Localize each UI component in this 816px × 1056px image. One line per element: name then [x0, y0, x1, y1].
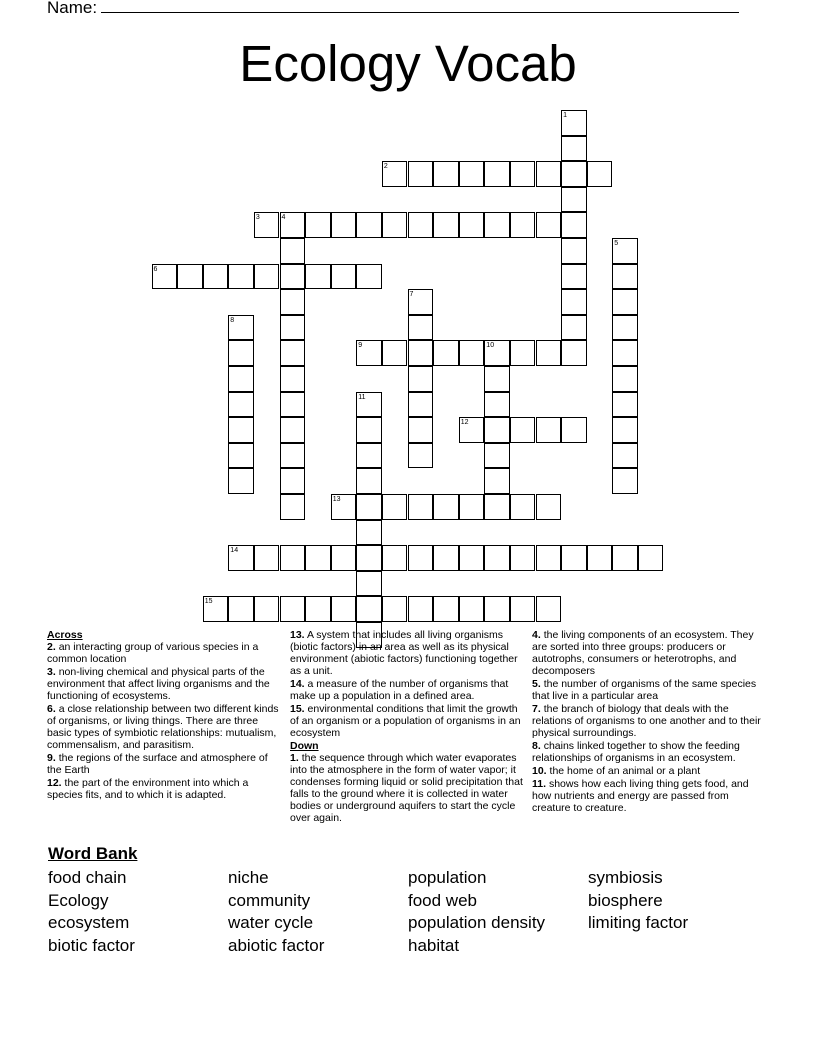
crossword-cell[interactable]	[433, 161, 459, 187]
clue-column-1	[47, 629, 279, 802]
crossword-cell[interactable]	[331, 212, 357, 238]
crossword-cell[interactable]	[356, 264, 382, 290]
crossword-cell[interactable]	[459, 161, 485, 187]
word-bank-item: biosphere	[588, 890, 663, 910]
crossword-cell[interactable]	[331, 596, 357, 622]
word-bank-item: community	[228, 890, 311, 910]
clue-number: 8	[230, 316, 235, 324]
crossword-cell[interactable]	[203, 264, 229, 290]
word-bank-item: biotic factor	[48, 936, 135, 956]
clue-number: 10	[486, 342, 495, 350]
crossword-cell[interactable]	[459, 596, 485, 622]
crossword-cell[interactable]	[280, 238, 306, 264]
crossword-cell[interactable]	[612, 289, 638, 315]
crossword-cell[interactable]	[561, 289, 587, 315]
clue-across-6: 6. a close relationship between two different kinds of organisms, or living things. There are three basic types of symbiotic relationships: mutualism, commensalism, and parasitism.	[47, 703, 279, 751]
crossword-cell[interactable]	[177, 264, 203, 290]
crossword-cell[interactable]	[536, 161, 562, 187]
crossword-cell[interactable]	[254, 545, 280, 571]
word-bank-column-2	[228, 867, 324, 958]
clue-down-1: 1. the sequence through which water evaporates into the atmosphere in the form of water vapor; it condenses forming liquid or solid precipitation that falls to the ground where it is collected in water bodies or underground aquifers to start the cycle over again.	[290, 752, 523, 824]
crossword-cell[interactable]	[536, 545, 562, 571]
crossword-cell[interactable]	[356, 520, 382, 546]
across-header: Across	[47, 629, 83, 641]
crossword-cell[interactable]	[228, 340, 254, 366]
crossword-cell[interactable]	[254, 596, 280, 622]
crossword-cell[interactable]	[638, 545, 664, 571]
crossword-cell[interactable]	[561, 340, 587, 366]
crossword-cell[interactable]	[382, 545, 408, 571]
word-bank-item: Ecology	[48, 890, 109, 910]
crossword-cell[interactable]	[484, 392, 510, 418]
crossword-cell[interactable]	[484, 212, 510, 238]
crossword-cell[interactable]	[280, 494, 306, 520]
crossword-cell[interactable]	[408, 596, 434, 622]
crossword-cell[interactable]	[356, 596, 382, 622]
crossword-cell[interactable]	[536, 494, 562, 520]
crossword-cell[interactable]	[459, 340, 485, 366]
crossword-cell[interactable]	[433, 212, 459, 238]
crossword-cell[interactable]	[305, 264, 331, 290]
crossword-cell[interactable]	[408, 212, 434, 238]
crossword-cell[interactable]	[280, 264, 306, 290]
clue-down-5: 5. the number of organisms of the same species that live in a particular area	[532, 678, 757, 702]
crossword-cell[interactable]	[561, 264, 587, 290]
crossword-cell[interactable]	[612, 417, 638, 443]
clue-number: 12	[460, 419, 469, 427]
clue-column-2	[290, 629, 524, 825]
clue-number: 3	[255, 214, 260, 222]
crossword-cell[interactable]	[408, 443, 434, 469]
crossword-cell[interactable]	[612, 366, 638, 392]
clue-number: 6	[153, 265, 158, 273]
crossword-cell[interactable]	[561, 238, 587, 264]
crossword-cell[interactable]	[433, 596, 459, 622]
clue-down-7: 7. the branch of biology that deals with the relations of organisms to one another and to their physical surroundings.	[532, 703, 761, 739]
crossword-cell[interactable]	[356, 571, 382, 597]
clue-down-8: 8. chains linked together to show the feeding relationships of organisms in an ecosystem.	[532, 740, 740, 764]
crossword-cell[interactable]	[356, 212, 382, 238]
clue-across-9: 9. the regions of the surface and atmosphere of the Earth	[47, 752, 268, 776]
crossword-cell[interactable]	[561, 417, 587, 443]
crossword-cell[interactable]	[433, 340, 459, 366]
crossword-cell[interactable]	[280, 315, 306, 341]
crossword-cell[interactable]	[536, 417, 562, 443]
crossword-cell[interactable]	[305, 545, 331, 571]
crossword-cell[interactable]	[228, 443, 254, 469]
crossword-cell[interactable]	[561, 545, 587, 571]
clue-number: 14	[230, 547, 239, 555]
crossword-cell[interactable]	[459, 545, 485, 571]
word-bank-item: habitat	[408, 936, 460, 956]
crossword-cell[interactable]	[510, 212, 536, 238]
crossword-cell[interactable]	[510, 545, 536, 571]
crossword-cell[interactable]	[510, 596, 536, 622]
crossword-cell[interactable]	[382, 494, 408, 520]
word-bank-title: Word Bank	[48, 844, 138, 863]
crossword-cell[interactable]	[612, 315, 638, 341]
clue-number: 11	[358, 393, 366, 401]
word-bank-item: food chain	[48, 868, 127, 887]
crossword-cell[interactable]	[484, 366, 510, 392]
crossword-cell[interactable]	[356, 443, 382, 469]
word-bank-column-3	[408, 867, 545, 958]
crossword-cell[interactable]	[510, 494, 536, 520]
clue-across-3: 3. non-living chemical and physical parts of the environment that affect living organisms and the functioning of ecosystems.	[47, 666, 270, 702]
clue-number: 4	[281, 214, 286, 222]
crossword-cell[interactable]	[408, 494, 434, 520]
clue-column-3	[532, 629, 770, 815]
crossword-cell[interactable]	[280, 289, 306, 315]
clue-number: 1	[563, 112, 567, 119]
crossword-cell[interactable]	[484, 443, 510, 469]
crossword-cell[interactable]	[280, 545, 306, 571]
crossword-cell[interactable]	[484, 596, 510, 622]
crossword-cell[interactable]	[484, 545, 510, 571]
crossword-cell[interactable]	[280, 366, 306, 392]
word-bank-item: abiotic factor	[228, 936, 325, 956]
crossword-cell[interactable]	[228, 264, 254, 290]
crossword-cell[interactable]	[382, 212, 408, 238]
clue-down-11: 11. shows how each living thing gets food, and how nutrients and energy are passed from creature to creature.	[532, 778, 749, 814]
word-bank-item: population density	[408, 913, 546, 933]
crossword-cell[interactable]	[408, 417, 434, 443]
crossword-cell[interactable]	[510, 340, 536, 366]
crossword-cell[interactable]	[408, 161, 434, 187]
crossword-cell[interactable]	[587, 545, 613, 571]
crossword-cell[interactable]	[536, 340, 562, 366]
crossword-cell[interactable]	[612, 545, 638, 571]
crossword-cell[interactable]	[408, 545, 434, 571]
crossword-cell[interactable]	[305, 596, 331, 622]
name-label: Name:	[47, 0, 98, 17]
clue-down-10: 10. the home of an animal or a plant	[532, 765, 701, 777]
crossword-cell[interactable]	[356, 417, 382, 443]
crossword-cell[interactable]	[331, 264, 357, 290]
crossword-cell[interactable]	[228, 392, 254, 418]
clue-across-12: 12. the part of the environment into which a species fits, and to which it is adapted.	[47, 777, 249, 801]
clue-across-14: 14. a measure of the number of organisms that make up a population in a defined area.	[290, 678, 509, 702]
crossword-cell[interactable]	[280, 340, 306, 366]
clue-across-15: 15. environmental conditions that limit the growth of an organism or a population of organisms in an ecosystem	[290, 703, 521, 739]
word-bank-item: population	[408, 868, 487, 887]
crossword-cell[interactable]	[305, 212, 331, 238]
crossword-cell[interactable]	[408, 315, 434, 341]
crossword-cell[interactable]	[484, 417, 510, 443]
clue-across-13: 13. A system that includes all living organisms (biotic factors) in an area as well as its physical environment (abiotic factors) functioning together as a unit.	[290, 629, 518, 677]
clue-number: 15	[204, 598, 213, 606]
crossword-cell[interactable]	[536, 212, 562, 238]
page-title: Ecology Vocab	[239, 35, 577, 92]
crossword-cell[interactable]	[356, 494, 382, 520]
crossword-cell[interactable]	[228, 417, 254, 443]
crossword-cell[interactable]	[561, 212, 587, 238]
crossword-cell[interactable]	[280, 468, 306, 494]
word-bank-item: niche	[228, 868, 269, 887]
clue-number: 9	[358, 342, 363, 350]
crossword-cell[interactable]	[484, 161, 510, 187]
crossword-cell[interactable]	[433, 545, 459, 571]
crossword-cell[interactable]	[561, 315, 587, 341]
crossword-cell[interactable]	[280, 443, 306, 469]
crossword-cell[interactable]	[408, 366, 434, 392]
word-bank-column-1	[48, 867, 135, 958]
crossword-cell[interactable]	[356, 545, 382, 571]
word-bank-item: symbiosis	[588, 868, 663, 887]
crossword-cell[interactable]	[408, 340, 434, 366]
crossword-cell[interactable]	[408, 392, 434, 418]
crossword-cell[interactable]	[228, 366, 254, 392]
crossword-cell[interactable]	[356, 468, 382, 494]
crossword-cell[interactable]	[561, 136, 587, 162]
crossword-cell[interactable]	[612, 340, 638, 366]
word-bank-item: water cycle	[228, 913, 314, 933]
crossword-cell[interactable]	[561, 187, 587, 213]
crossword-cell[interactable]	[280, 392, 306, 418]
crossword-cell[interactable]	[331, 545, 357, 571]
word-bank-item: ecosystem	[48, 913, 130, 933]
crossword-cell[interactable]	[536, 596, 562, 622]
crossword-cell[interactable]	[612, 264, 638, 290]
crossword-cell[interactable]	[280, 417, 306, 443]
crossword-cell[interactable]	[612, 392, 638, 418]
crossword-cell[interactable]	[484, 468, 510, 494]
clue-number: 5	[614, 240, 619, 247]
crossword-cell[interactable]	[510, 161, 536, 187]
crossword-cell[interactable]	[228, 468, 254, 494]
crossword-cell[interactable]	[433, 494, 459, 520]
crossword-cell[interactable]	[254, 264, 280, 290]
clue-number: 2	[383, 163, 388, 171]
crossword-cell[interactable]	[510, 417, 536, 443]
crossword-cell[interactable]	[228, 596, 254, 622]
word-bank-item: limiting factor	[588, 913, 689, 933]
clue-down-4: 4. the living components of an ecosystem. They are sorted into three groups: producers or autotrophs, consumers or heterotrophs, and decomposers	[532, 629, 754, 677]
crossword-cell[interactable]	[561, 161, 587, 187]
crossword-cell[interactable]	[280, 596, 306, 622]
clue-number: 13	[332, 496, 341, 503]
crossword-cell[interactable]	[459, 212, 485, 238]
crossword-cell[interactable]	[484, 494, 510, 520]
clue-number: 7	[409, 291, 414, 299]
crossword-cell[interactable]	[612, 443, 638, 469]
clue-across-2: 2. an interacting group of various species in a common location	[47, 641, 259, 665]
crossword-cell[interactable]	[612, 468, 638, 494]
crossword-cell[interactable]	[382, 340, 408, 366]
crossword-cell[interactable]	[382, 596, 408, 622]
crossword-cell[interactable]	[459, 494, 485, 520]
crossword-cell[interactable]	[587, 161, 613, 187]
word-bank-column-4	[588, 867, 688, 935]
word-bank-item: food web	[408, 890, 477, 910]
down-header: Down	[290, 740, 319, 752]
